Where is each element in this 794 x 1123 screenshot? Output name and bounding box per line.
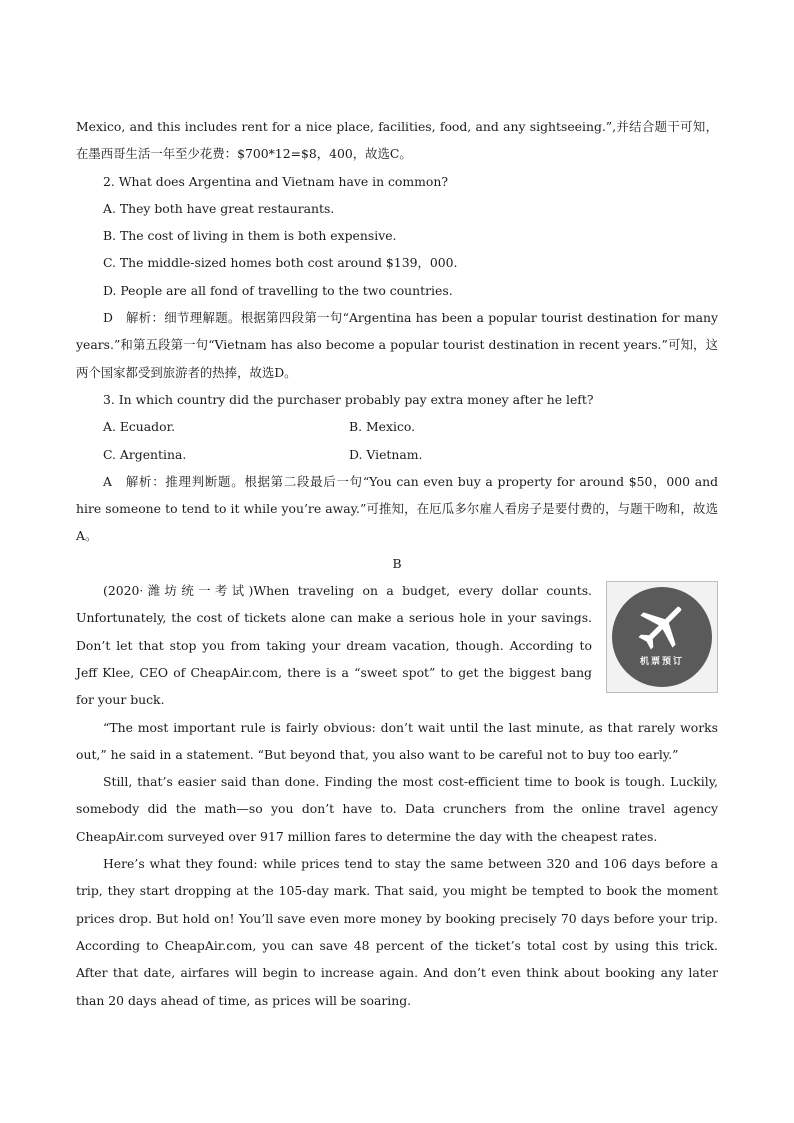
ticket-booking-image: [606, 581, 718, 693]
passage-b-paragraph-4: Here’s what they found: while prices tend to stay the same between 320 and 106 days before a trip, they start dropping at the 105-day mark. That said, you might be tempted to book the moment prices drop. But hold on! You’ll save even more money by booking precisely 70 days before your trip. According to CheapAir.com, you can save 48 percent of the ticket’s total cost by using this trick. After that date, airfares will begin to increase again. And don’t even think about booking any later than 20 days ahead of time, as prices will be soaring.: [76, 856, 718, 1008]
image-caption: 机票预订: [639, 657, 684, 668]
question-1-analysis-tail: Mexico, and this includes rent for a nice place, facilities, food, and any sightseeing.”,并结合题干可知，在墨西哥生活一年至少花费：$700*12=$8，400，故选C。: [76, 119, 718, 162]
question-3-analysis: A 解析：推理判断题。根据第二段最后一句“You can even buy a property for around $50，000 and hire someone to tend to it while you’re away.”可推知，在厄瓜多尔雇人看房子是要付费的，与题干吻和，故选A。: [76, 473, 718, 544]
question-2-option-d: D. People are all fond of travelling to the two countries.: [103, 282, 453, 298]
question-3-option-a: A. Ecuador.: [103, 419, 176, 435]
image-disc: [612, 587, 712, 687]
question-3-option-c: C. Argentina.: [103, 446, 187, 462]
question-3-option-d: D. Vietnam.: [349, 446, 423, 462]
passage-b-paragraph-1: (2020·潍坊统一考试)When traveling on a budget, every dollar counts. Unfortunately, the cost of tickets alone can make a serious hole in your savings. Don’t let that stop you from taking your dream vacation, though. According to Jeff Klee, CEO of CheapAir.com, there is a “sweet spot” to get the biggest bang for your buck.: [76, 583, 592, 708]
question-3-options-row-2: [76, 441, 718, 468]
passage-b-paragraph-2: “The most important rule is fairly obvious: don’t wait until the last minute, as that rarely works out,” he said in a statement. “But beyond that, you also want to be careful not to buy too early.”: [76, 719, 718, 762]
passage-b-paragraph-3: Still, that’s easier said than done. Finding the most cost-efficient time to book is tough. Luckily, somebody did the math—so you don’t have to. Data crunchers from the online travel agency CheapAir.com surveyed over 917 million fares to determine the day with the cheapest rates.: [76, 774, 718, 844]
question-2-option-a: A. They both have great restaurants.: [103, 200, 335, 216]
document-page: [76, 113, 718, 1014]
question-2-analysis: D 解析：细节理解题。根据第四段第一句“Argentina has been a popular tourist destination for many years.”和第五段第一句“Vietnam has also become a popular tourist destination in recent years.”可知，这两个国家都受到旅游者的热捧，故选D。: [76, 310, 718, 380]
section-heading-b: B: [392, 555, 402, 571]
question-2-stem: 2. What does Argentina and Vietnam have in common?: [103, 173, 448, 189]
question-2-option-c: C. The middle-sized homes both cost around $139，000.: [103, 255, 458, 271]
question-2-option-b: B. The cost of living in them is both expensive.: [103, 228, 397, 244]
question-3-stem: 3. In which country did the purchaser probably pay extra money after he left?: [103, 391, 594, 407]
question-3-options-row-1: [76, 413, 718, 440]
airplane-icon: [634, 598, 690, 654]
question-3-option-b: B. Mexico.: [349, 419, 416, 435]
passage-b: [76, 577, 718, 1014]
